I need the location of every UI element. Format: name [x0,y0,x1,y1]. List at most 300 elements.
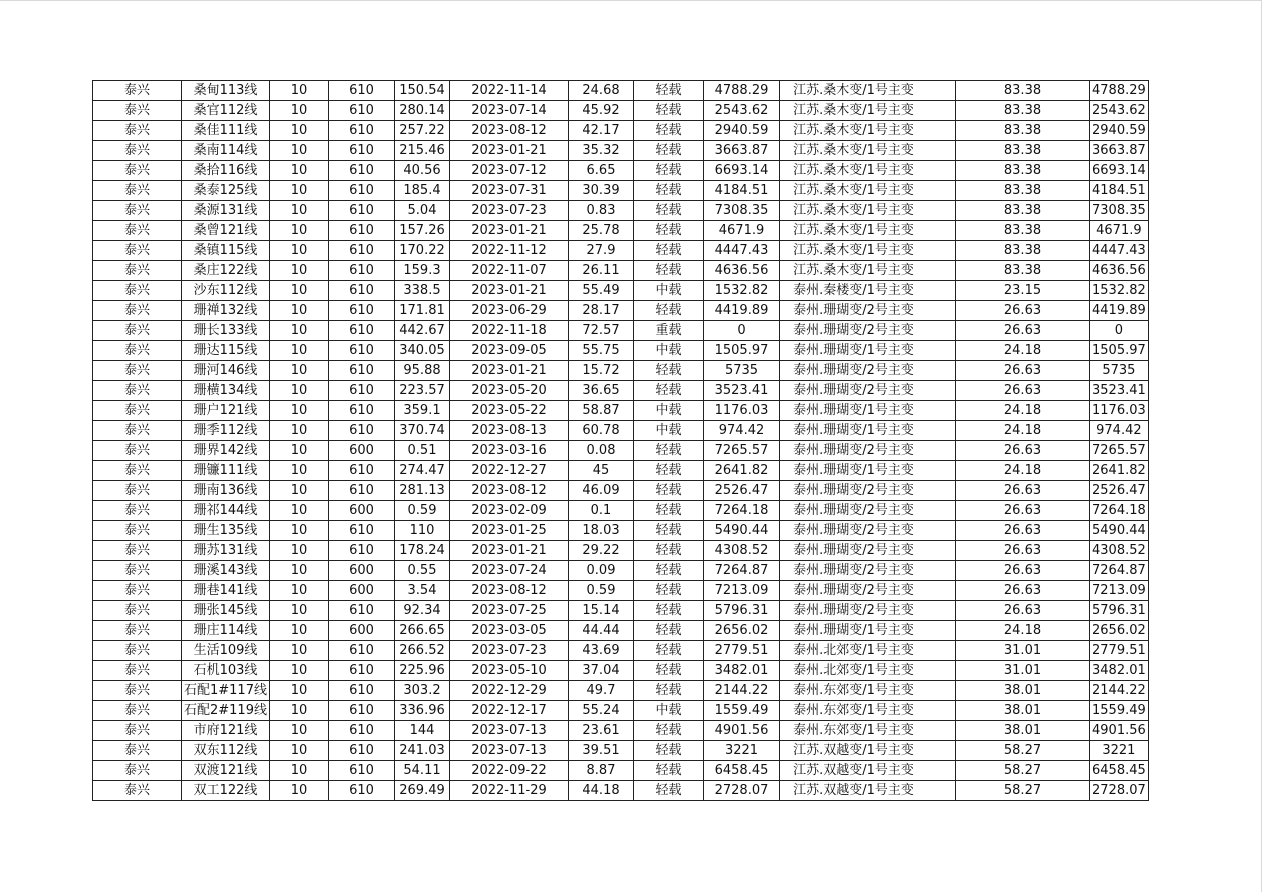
cell-capacity: 610 [329,261,395,281]
table-row [93,641,1149,661]
cell-region: 泰兴 [93,381,182,401]
cell-transformer-load-rate: 83.38 [956,161,1090,181]
cell-load-rate: 0.1 [569,501,634,521]
cell-date: 2023-07-13 [450,741,569,761]
cell-load: 215.46 [395,141,450,161]
cell-load: 225.96 [395,661,450,681]
cell-region: 泰兴 [93,441,182,461]
cell-date: 2023-08-12 [450,481,569,501]
cell-date: 2023-08-12 [450,121,569,141]
cell-load-status: 轻载 [634,681,704,701]
cell-voltage: 10 [270,421,329,441]
cell-region: 泰兴 [93,541,182,561]
cell-date: 2023-09-05 [450,341,569,361]
cell-available-capacity: 7264.18 [704,501,780,521]
cell-line-name: 双渡121线 [182,761,270,781]
cell-transformer-load-rate: 38.01 [956,701,1090,721]
cell-line-name: 桑镇115线 [182,241,270,261]
cell-available-capacity: 2526.47 [704,481,780,501]
cell-available-capacity-2: 1505.97 [1090,341,1149,361]
cell-transformer-load-rate: 83.38 [956,141,1090,161]
cell-date: 2023-01-21 [450,541,569,561]
cell-load-status: 轻载 [634,541,704,561]
cell-available-capacity-2: 2728.07 [1090,781,1149,801]
cell-substation: 江苏.桑木变/1号主变 [780,261,956,281]
cell-load-status: 轻载 [634,761,704,781]
cell-available-capacity: 4636.56 [704,261,780,281]
cell-load: 150.54 [395,81,450,101]
cell-available-capacity-2: 5490.44 [1090,521,1149,541]
cell-load-rate: 46.09 [569,481,634,501]
cell-line-name: 桑源131线 [182,201,270,221]
cell-load-rate: 15.72 [569,361,634,381]
cell-available-capacity-2: 4184.51 [1090,181,1149,201]
cell-load: 266.52 [395,641,450,661]
cell-region: 泰兴 [93,301,182,321]
cell-capacity: 610 [329,381,395,401]
cell-voltage: 10 [270,81,329,101]
cell-available-capacity-2: 4788.29 [1090,81,1149,101]
cell-date: 2023-07-23 [450,641,569,661]
cell-available-capacity-2: 3523.41 [1090,381,1149,401]
cell-line-name: 珊溪143线 [182,561,270,581]
cell-transformer-load-rate: 31.01 [956,641,1090,661]
cell-region: 泰兴 [93,661,182,681]
table-body [93,81,1149,801]
cell-voltage: 10 [270,581,329,601]
cell-load: 359.1 [395,401,450,421]
cell-load-status: 轻载 [634,781,704,801]
cell-load-status: 中载 [634,281,704,301]
cell-voltage: 10 [270,541,329,561]
cell-load-status: 轻载 [634,601,704,621]
cell-load-rate: 18.03 [569,521,634,541]
cell-transformer-load-rate: 26.63 [956,361,1090,381]
cell-capacity: 610 [329,81,395,101]
cell-region: 泰兴 [93,561,182,581]
cell-region: 泰兴 [93,521,182,541]
cell-capacity: 610 [329,141,395,161]
cell-load-rate: 24.68 [569,81,634,101]
cell-available-capacity-2: 0 [1090,321,1149,341]
cell-line-name: 珊长133线 [182,321,270,341]
cell-available-capacity-2: 2940.59 [1090,121,1149,141]
cell-capacity: 600 [329,441,395,461]
table-row [93,621,1149,641]
cell-available-capacity-2: 7308.35 [1090,201,1149,221]
table-row [93,341,1149,361]
cell-transformer-load-rate: 24.18 [956,401,1090,421]
cell-available-capacity: 2543.62 [704,101,780,121]
cell-transformer-load-rate: 26.63 [956,381,1090,401]
cell-line-name: 珊苏131线 [182,541,270,561]
cell-available-capacity-2: 7265.57 [1090,441,1149,461]
cell-date: 2023-02-09 [450,501,569,521]
cell-available-capacity-2: 4447.43 [1090,241,1149,261]
table-row [93,781,1149,801]
cell-capacity: 610 [329,161,395,181]
cell-date: 2023-03-16 [450,441,569,461]
cell-voltage: 10 [270,281,329,301]
cell-load: 3.54 [395,581,450,601]
cell-load-status: 中载 [634,421,704,441]
cell-load-rate: 44.18 [569,781,634,801]
cell-line-name: 珊镰111线 [182,461,270,481]
cell-region: 泰兴 [93,281,182,301]
cell-load-rate: 37.04 [569,661,634,681]
cell-load: 0.51 [395,441,450,461]
cell-available-capacity: 4447.43 [704,241,780,261]
cell-voltage: 10 [270,641,329,661]
cell-substation: 江苏.双越变/1号主变 [780,781,956,801]
table-row [93,561,1149,581]
cell-load: 157.26 [395,221,450,241]
cell-available-capacity: 4308.52 [704,541,780,561]
cell-load: 340.05 [395,341,450,361]
cell-voltage: 10 [270,201,329,221]
cell-voltage: 10 [270,241,329,261]
cell-load: 281.13 [395,481,450,501]
cell-substation: 江苏.桑木变/1号主变 [780,241,956,261]
cell-substation: 泰州.北郊变/1号主变 [780,661,956,681]
cell-available-capacity: 4184.51 [704,181,780,201]
cell-load-status: 轻载 [634,721,704,741]
cell-voltage: 10 [270,701,329,721]
table-row [93,221,1149,241]
cell-load-rate: 55.24 [569,701,634,721]
cell-substation: 江苏.桑木变/1号主变 [780,221,956,241]
cell-transformer-load-rate: 24.18 [956,341,1090,361]
table-row [93,701,1149,721]
cell-substation: 泰州.东郊变/1号主变 [780,701,956,721]
cell-line-name: 石机103线 [182,661,270,681]
cell-available-capacity: 1532.82 [704,281,780,301]
cell-line-name: 珊张145线 [182,601,270,621]
cell-substation: 泰州.东郊变/1号主变 [780,721,956,741]
table-row [93,661,1149,681]
cell-load: 269.49 [395,781,450,801]
table-row [93,181,1149,201]
cell-voltage: 10 [270,301,329,321]
cell-region: 泰兴 [93,241,182,261]
cell-available-capacity-2: 5796.31 [1090,601,1149,621]
cell-date: 2023-05-20 [450,381,569,401]
cell-transformer-load-rate: 83.38 [956,121,1090,141]
cell-load: 223.57 [395,381,450,401]
table-row [93,741,1149,761]
cell-available-capacity-2: 7264.87 [1090,561,1149,581]
cell-region: 泰兴 [93,221,182,241]
cell-line-name: 珊河146线 [182,361,270,381]
cell-capacity: 610 [329,541,395,561]
cell-available-capacity: 6458.45 [704,761,780,781]
cell-available-capacity-2: 2641.82 [1090,461,1149,481]
cell-load-rate: 49.7 [569,681,634,701]
cell-available-capacity-2: 3482.01 [1090,661,1149,681]
cell-capacity: 600 [329,501,395,521]
cell-load-rate: 8.87 [569,761,634,781]
cell-date: 2023-07-12 [450,161,569,181]
cell-capacity: 610 [329,201,395,221]
cell-voltage: 10 [270,461,329,481]
cell-line-name: 石配2#119线 [182,701,270,721]
cell-load: 266.65 [395,621,450,641]
table-row [93,81,1149,101]
cell-available-capacity-2: 6693.14 [1090,161,1149,181]
cell-substation: 江苏.桑木变/1号主变 [780,181,956,201]
cell-region: 泰兴 [93,181,182,201]
cell-load: 171.81 [395,301,450,321]
cell-voltage: 10 [270,601,329,621]
cell-capacity: 610 [329,781,395,801]
cell-load-status: 轻载 [634,121,704,141]
cell-capacity: 610 [329,241,395,261]
cell-line-name: 桑拾116线 [182,161,270,181]
cell-voltage: 10 [270,621,329,641]
cell-available-capacity: 4901.56 [704,721,780,741]
cell-substation: 泰州.东郊变/1号主变 [780,681,956,701]
cell-available-capacity: 7308.35 [704,201,780,221]
cell-load-status: 中载 [634,341,704,361]
cell-transformer-load-rate: 58.27 [956,761,1090,781]
cell-load-rate: 0.09 [569,561,634,581]
cell-date: 2023-07-31 [450,181,569,201]
cell-load-status: 轻载 [634,501,704,521]
cell-line-name: 珊祁144线 [182,501,270,521]
cell-load-status: 轻载 [634,381,704,401]
cell-capacity: 600 [329,561,395,581]
cell-available-capacity: 5490.44 [704,521,780,541]
cell-voltage: 10 [270,781,329,801]
cell-line-name: 珊庄114线 [182,621,270,641]
cell-line-name: 珊户121线 [182,401,270,421]
cell-voltage: 10 [270,501,329,521]
cell-capacity: 610 [329,661,395,681]
cell-capacity: 610 [329,121,395,141]
cell-line-name: 双东112线 [182,741,270,761]
cell-substation: 泰州.珊瑚变/2号主变 [780,321,956,341]
cell-region: 泰兴 [93,781,182,801]
cell-available-capacity: 1559.49 [704,701,780,721]
cell-region: 泰兴 [93,141,182,161]
table-row [93,401,1149,421]
cell-region: 泰兴 [93,681,182,701]
cell-load: 95.88 [395,361,450,381]
cell-load: 338.5 [395,281,450,301]
cell-load-rate: 0.08 [569,441,634,461]
cell-line-name: 石配1#117线 [182,681,270,701]
cell-available-capacity-2: 3221 [1090,741,1149,761]
cell-load-rate: 58.87 [569,401,634,421]
cell-voltage: 10 [270,481,329,501]
cell-transformer-load-rate: 24.18 [956,621,1090,641]
cell-available-capacity-2: 3663.87 [1090,141,1149,161]
cell-region: 泰兴 [93,201,182,221]
cell-substation: 泰州.珊瑚变/1号主变 [780,421,956,441]
cell-capacity: 610 [329,461,395,481]
cell-load-rate: 26.11 [569,261,634,281]
cell-load-status: 轻载 [634,261,704,281]
table-row [93,241,1149,261]
cell-capacity: 610 [329,281,395,301]
cell-transformer-load-rate: 83.38 [956,81,1090,101]
cell-load: 159.3 [395,261,450,281]
cell-line-name: 珊达115线 [182,341,270,361]
cell-load: 110 [395,521,450,541]
cell-available-capacity: 1505.97 [704,341,780,361]
cell-load-rate: 45.92 [569,101,634,121]
cell-voltage: 10 [270,101,329,121]
cell-load-status: 轻载 [634,201,704,221]
cell-region: 泰兴 [93,761,182,781]
table-row [93,321,1149,341]
cell-load-rate: 39.51 [569,741,634,761]
cell-substation: 江苏.桑木变/1号主变 [780,201,956,221]
cell-transformer-load-rate: 83.38 [956,261,1090,281]
cell-load-status: 中载 [634,401,704,421]
cell-substation: 泰州.珊瑚变/2号主变 [780,481,956,501]
cell-region: 泰兴 [93,261,182,281]
table-row [93,201,1149,221]
cell-substation: 泰州.珊瑚变/2号主变 [780,361,956,381]
cell-load-status: 轻载 [634,81,704,101]
cell-load-status: 轻载 [634,521,704,541]
cell-load-rate: 72.57 [569,321,634,341]
cell-available-capacity-2: 7264.18 [1090,501,1149,521]
cell-line-name: 珊禅132线 [182,301,270,321]
cell-substation: 泰州.珊瑚变/2号主变 [780,561,956,581]
cell-line-name: 生活109线 [182,641,270,661]
cell-available-capacity-2: 6458.45 [1090,761,1149,781]
cell-substation: 江苏.桑木变/1号主变 [780,121,956,141]
cell-transformer-load-rate: 38.01 [956,681,1090,701]
cell-load: 241.03 [395,741,450,761]
cell-region: 泰兴 [93,581,182,601]
cell-line-name: 桑曾121线 [182,221,270,241]
table-row [93,541,1149,561]
cell-transformer-load-rate: 23.15 [956,281,1090,301]
cell-available-capacity: 974.42 [704,421,780,441]
cell-available-capacity-2: 1559.49 [1090,701,1149,721]
cell-date: 2022-11-14 [450,81,569,101]
table-row [93,521,1149,541]
cell-date: 2023-06-29 [450,301,569,321]
cell-transformer-load-rate: 26.63 [956,561,1090,581]
cell-voltage: 10 [270,181,329,201]
cell-voltage: 10 [270,721,329,741]
cell-capacity: 610 [329,101,395,121]
cell-available-capacity-2: 1532.82 [1090,281,1149,301]
cell-substation: 泰州.珊瑚变/2号主变 [780,601,956,621]
cell-transformer-load-rate: 58.27 [956,741,1090,761]
cell-region: 泰兴 [93,721,182,741]
cell-substation: 江苏.双越变/1号主变 [780,761,956,781]
cell-voltage: 10 [270,661,329,681]
cell-date: 2023-05-22 [450,401,569,421]
cell-date: 2022-12-17 [450,701,569,721]
cell-load-status: 轻载 [634,481,704,501]
cell-transformer-load-rate: 26.63 [956,321,1090,341]
cell-available-capacity-2: 1176.03 [1090,401,1149,421]
cell-line-name: 桑南114线 [182,141,270,161]
cell-load-status: 轻载 [634,441,704,461]
cell-load-status: 轻载 [634,241,704,261]
cell-load-rate: 36.65 [569,381,634,401]
cell-date: 2023-07-14 [450,101,569,121]
cell-load: 170.22 [395,241,450,261]
cell-capacity: 600 [329,621,395,641]
cell-substation: 江苏.双越变/1号主变 [780,741,956,761]
cell-load-status: 轻载 [634,141,704,161]
cell-capacity: 610 [329,421,395,441]
cell-substation: 泰州.珊瑚变/2号主变 [780,541,956,561]
cell-available-capacity: 0 [704,321,780,341]
cell-date: 2023-01-21 [450,281,569,301]
cell-load-status: 轻载 [634,361,704,381]
cell-region: 泰兴 [93,481,182,501]
cell-load-status: 重载 [634,321,704,341]
cell-capacity: 610 [329,701,395,721]
cell-substation: 泰州.珊瑚变/2号主变 [780,301,956,321]
cell-available-capacity: 4671.9 [704,221,780,241]
cell-region: 泰兴 [93,701,182,721]
cell-transformer-load-rate: 26.63 [956,521,1090,541]
cell-load: 274.47 [395,461,450,481]
cell-voltage: 10 [270,521,329,541]
cell-load-rate: 0.59 [569,581,634,601]
cell-available-capacity-2: 5735 [1090,361,1149,381]
cell-line-name: 珊巷141线 [182,581,270,601]
cell-load-status: 轻载 [634,101,704,121]
cell-load-rate: 27.9 [569,241,634,261]
cell-substation: 泰州.珊瑚变/1号主变 [780,341,956,361]
cell-load: 336.96 [395,701,450,721]
cell-substation: 江苏.桑木变/1号主变 [780,141,956,161]
cell-voltage: 10 [270,321,329,341]
cell-transformer-load-rate: 83.38 [956,201,1090,221]
cell-load-status: 轻载 [634,741,704,761]
cell-load: 178.24 [395,541,450,561]
cell-date: 2022-11-07 [450,261,569,281]
cell-transformer-load-rate: 24.18 [956,461,1090,481]
table-row [93,101,1149,121]
cell-date: 2023-01-21 [450,221,569,241]
cell-load-rate: 29.22 [569,541,634,561]
cell-capacity: 610 [329,361,395,381]
cell-available-capacity-2: 4419.89 [1090,301,1149,321]
cell-transformer-load-rate: 26.63 [956,581,1090,601]
cell-capacity: 600 [329,581,395,601]
cell-available-capacity-2: 2656.02 [1090,621,1149,641]
cell-load-rate: 55.49 [569,281,634,301]
cell-available-capacity: 3523.41 [704,381,780,401]
cell-load-rate: 42.17 [569,121,634,141]
cell-region: 泰兴 [93,101,182,121]
cell-date: 2023-07-24 [450,561,569,581]
cell-available-capacity-2: 4901.56 [1090,721,1149,741]
cell-available-capacity: 7265.57 [704,441,780,461]
cell-voltage: 10 [270,361,329,381]
cell-load-status: 轻载 [634,461,704,481]
cell-region: 泰兴 [93,341,182,361]
cell-voltage: 10 [270,761,329,781]
cell-load: 0.59 [395,501,450,521]
cell-date: 2023-01-21 [450,141,569,161]
cell-line-name: 桑泰125线 [182,181,270,201]
cell-capacity: 610 [329,721,395,741]
cell-available-capacity: 2641.82 [704,461,780,481]
cell-line-name: 珊生135线 [182,521,270,541]
